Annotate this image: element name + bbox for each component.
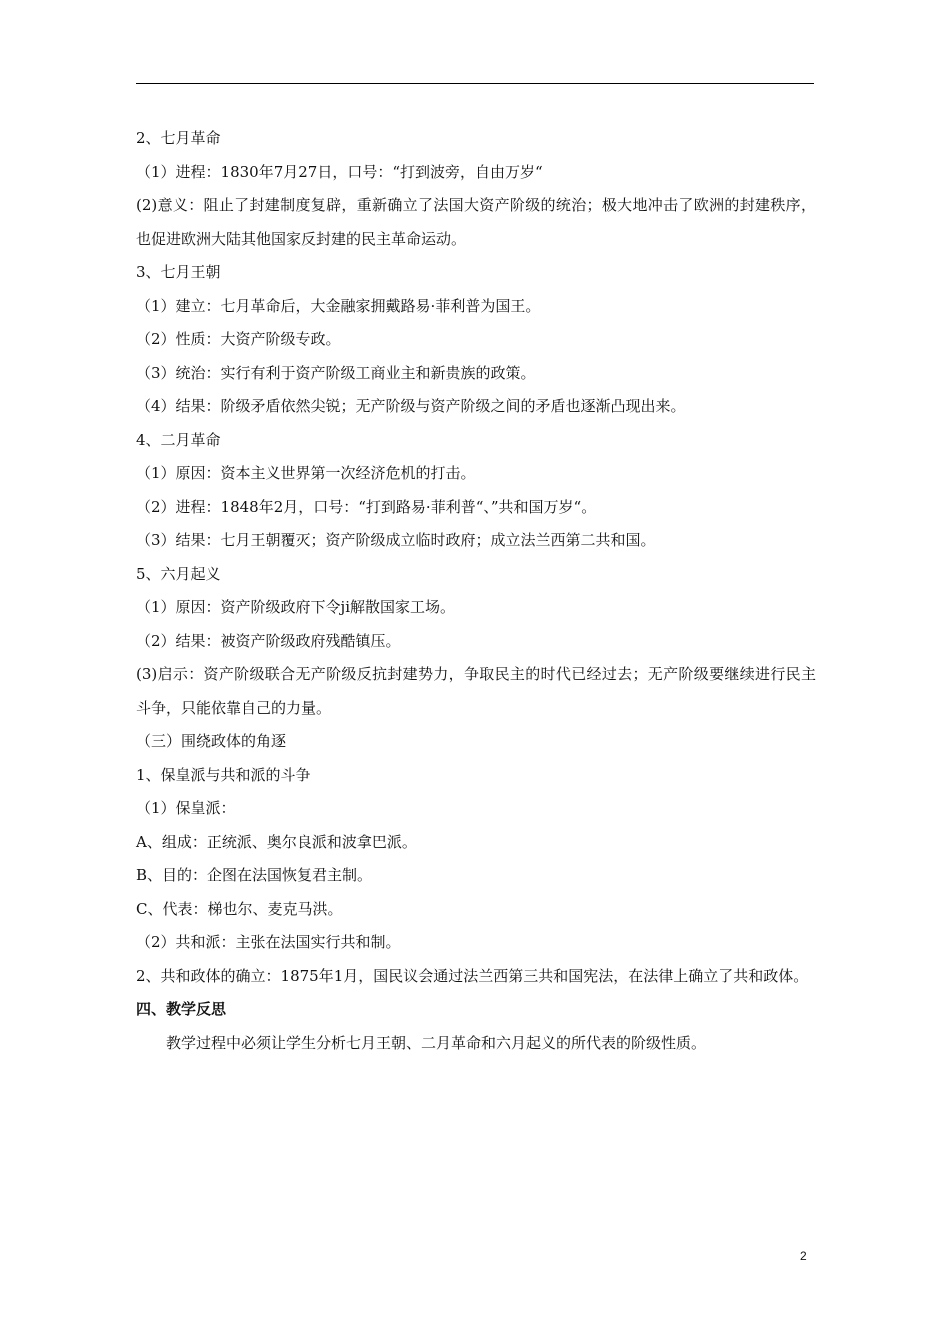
list-item: （1）建立：七月革命后，大金融家拥戴路易·菲利普为国王。 — [136, 296, 541, 315]
list-item: （2）性质：大资产阶级专政。 — [136, 330, 341, 348]
reflection-heading: 四、教学反思 — [136, 1000, 227, 1018]
list-item: （1）原因：资产阶级政府下令ji解散国家工场。 — [136, 598, 455, 616]
page-number: 2 — [800, 1249, 807, 1263]
subsection-heading: （三）围绕政体的角逐 — [136, 732, 287, 750]
list-item: （4）结果：阶级矛盾依然尖锐；无产阶级与资产阶级之间的矛盾也逐渐凸现出来。 — [136, 397, 686, 415]
list-item: （3）结果：七月王朝覆灭；资产阶级成立临时政府；成立法兰西第二共和国。 — [136, 531, 656, 549]
section-heading: 5、六月起义 — [136, 564, 221, 583]
list-item: C、代表：梯也尔、麦克马洪。 — [136, 899, 343, 918]
list-item: A、组成：正统派、奥尔良派和波拿巴派。 — [136, 832, 417, 851]
list-item: （1）进程：1830年7月27日，口号：“打到波旁，自由万岁“ — [136, 162, 543, 181]
section-heading: 3、七月王朝 — [136, 263, 221, 281]
list-item: B、目的：企图在法国恢复君主制。 — [136, 866, 373, 884]
list-item: （3）统治：实行有利于资产阶级工商业主和新贵族的政策。 — [136, 363, 536, 382]
list-item: （2）进程：1848年2月，口号：“打到路易·菲利普“、”共和国万岁“。 — [136, 497, 597, 516]
document-body — [136, 122, 816, 1060]
header-rule — [136, 83, 814, 84]
list-item: （1）保皇派： — [136, 799, 236, 817]
section-heading: 2、七月革命 — [136, 129, 221, 147]
section-heading: 1、保皇派与共和派的斗争 — [136, 765, 311, 784]
list-item: （1）原因：资本主义世界第一次经济危机的打击。 — [136, 464, 476, 482]
list-item: (3)启示：资产阶级联合无产阶级反抗封建势力，争取民主的时代已经过去；无产阶级要继续进行民主斗争，只能依靠自己的力量。 — [136, 665, 816, 717]
section-heading: 2、共和政体的确立：1875年1月，国民议会通过法兰西第三共和国宪法，在法律上确立了共和政体。 — [136, 966, 809, 985]
list-item: (2)意义：阻止了封建制度复辟，重新确立了法国大资产阶级的统治；极大地冲击了欧洲的封建秩序，也促进欧洲大陆其他国家反封建的民主革命运动。 — [136, 196, 816, 248]
section-heading: 4、二月革命 — [136, 430, 221, 449]
list-item: （2）共和派：主张在法国实行共和制。 — [136, 933, 401, 951]
list-item: （2）结果：被资产阶级政府残酷镇压。 — [136, 631, 401, 650]
reflection-paragraph: 教学过程中必须让学生分析七月王朝、二月革命和六月起义的所代表的阶级性质。 — [166, 1033, 707, 1052]
